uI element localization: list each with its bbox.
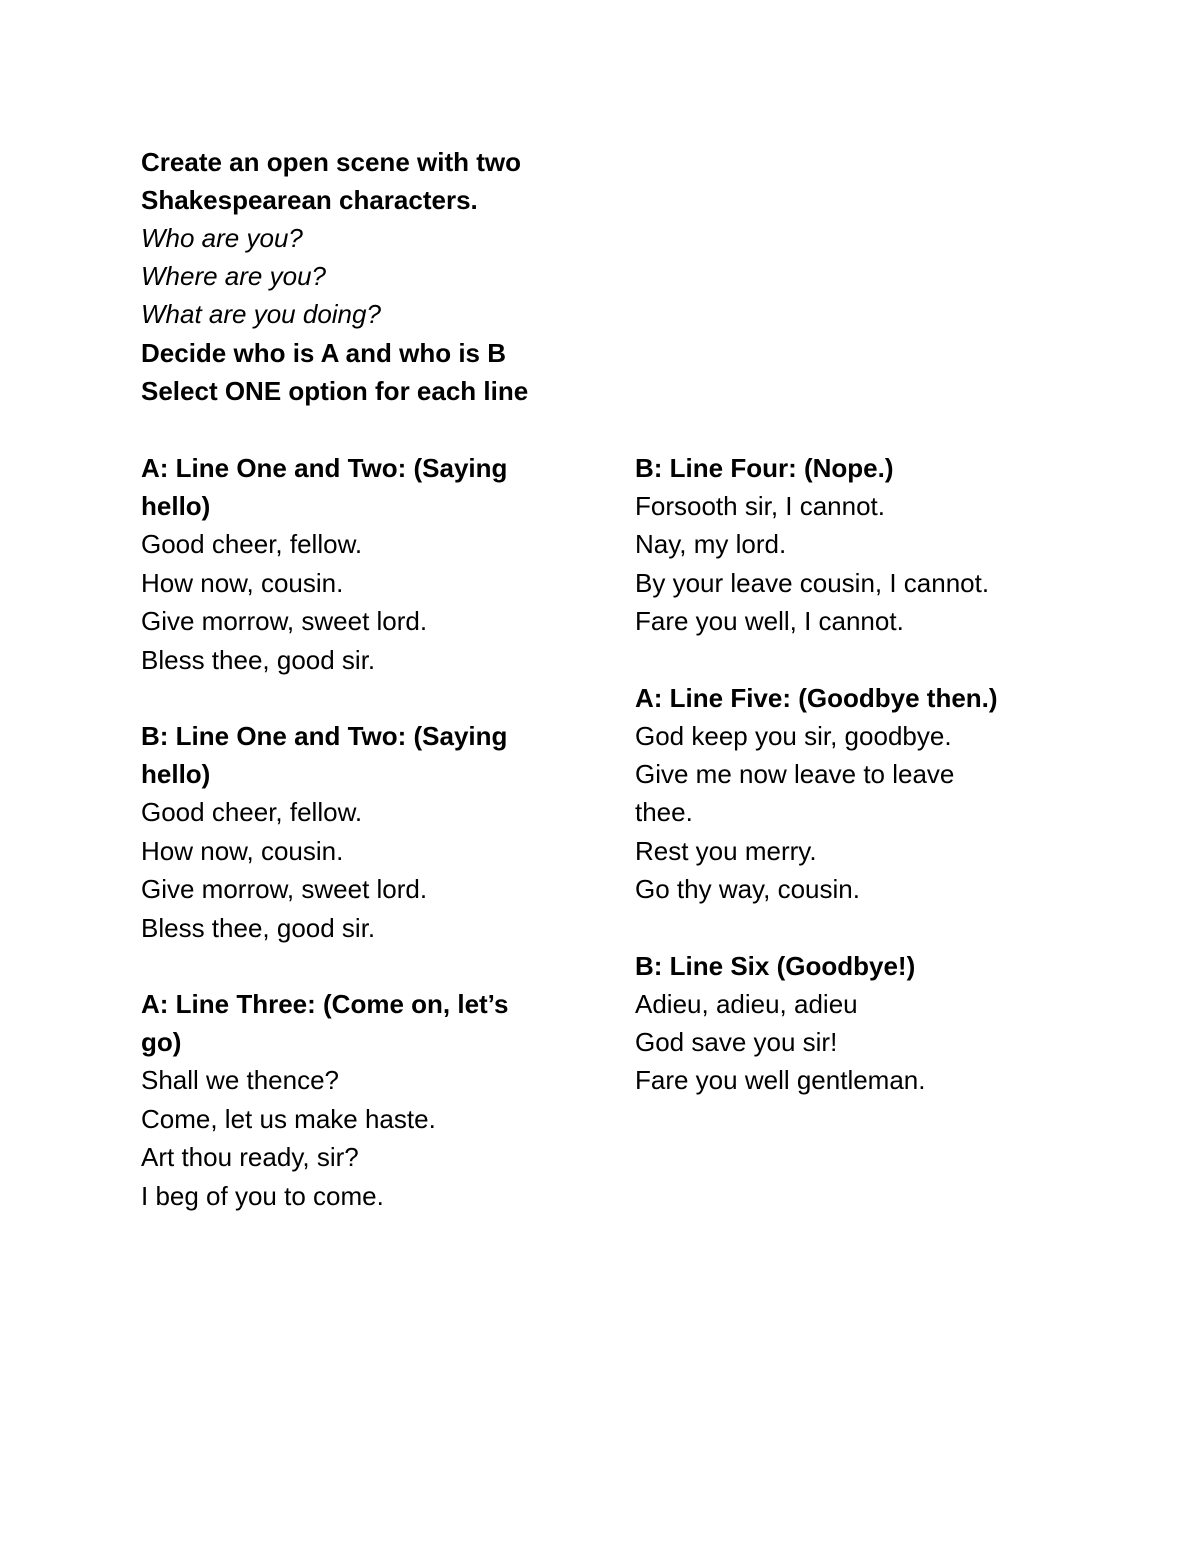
b-line-six-option: God save you sir!: [635, 1027, 838, 1057]
b-line-one-two-heading-cont: hello): [141, 759, 211, 789]
a-line-three-option: Come, let us make haste.: [141, 1104, 436, 1134]
b-line-one-two-option: Good cheer, fellow.: [141, 797, 363, 827]
a-line-five-option: Go thy way, cousin.: [635, 874, 860, 904]
intro-question-where: Where are you?: [141, 261, 326, 291]
a-line-three-option: Shall we thence?: [141, 1065, 340, 1095]
intro-heading-line-1: Create an open scene with two: [141, 147, 521, 177]
intro-question-who: Who are you?: [141, 223, 303, 253]
intro-heading-line-2: Shakespearean characters.: [141, 185, 478, 215]
b-line-four-option: Nay, my lord.: [635, 529, 787, 559]
b-line-four-option: Forsooth sir, I cannot.: [635, 491, 886, 521]
intro-question-what: What are you doing?: [141, 299, 381, 329]
a-line-five-option: God keep you sir, goodbye.: [635, 721, 952, 751]
a-line-one-two-heading-cont: hello): [141, 491, 211, 521]
a-line-one-two-option: How now, cousin.: [141, 568, 344, 598]
b-line-four-option: Fare you well, I cannot.: [635, 606, 904, 636]
b-line-one-two-option: How now, cousin.: [141, 836, 344, 866]
b-line-six-option: Adieu, adieu, adieu: [635, 989, 858, 1019]
a-line-one-two-heading: A: Line One and Two: (Saying: [141, 453, 508, 483]
intro-instruction-select: Select ONE option for each line: [141, 376, 529, 406]
a-line-three-heading: A: Line Three: (Come on, let’s: [141, 989, 509, 1019]
b-line-one-two-option: Give morrow, sweet lord.: [141, 874, 428, 904]
a-line-three-option: Art thou ready, sir?: [141, 1142, 359, 1172]
a-line-one-two-option: Give morrow, sweet lord.: [141, 606, 428, 636]
b-line-six-heading: B: Line Six (Goodbye!): [635, 951, 916, 981]
a-line-one-two-option: Good cheer, fellow.: [141, 529, 363, 559]
a-line-five-option: Give me now leave to leave: [635, 759, 955, 789]
a-line-five-heading: A: Line Five: (Goodbye then.): [635, 683, 998, 713]
intro-instruction-decide: Decide who is A and who is B: [141, 338, 507, 368]
a-line-five-option-cont: thee.: [635, 797, 693, 827]
b-line-one-two-heading: B: Line One and Two: (Saying: [141, 721, 508, 751]
a-line-five-option: Rest you merry.: [635, 836, 817, 866]
b-line-one-two-option: Bless thee, good sir.: [141, 913, 376, 943]
a-line-three-heading-cont: go): [141, 1027, 182, 1057]
b-line-four-option: By your leave cousin, I cannot.: [635, 568, 990, 598]
a-line-three-option: I beg of you to come.: [141, 1181, 384, 1211]
b-line-four-heading: B: Line Four: (Nope.): [635, 453, 894, 483]
a-line-one-two-option: Bless thee, good sir.: [141, 645, 376, 675]
b-line-six-option: Fare you well gentleman.: [635, 1065, 926, 1095]
